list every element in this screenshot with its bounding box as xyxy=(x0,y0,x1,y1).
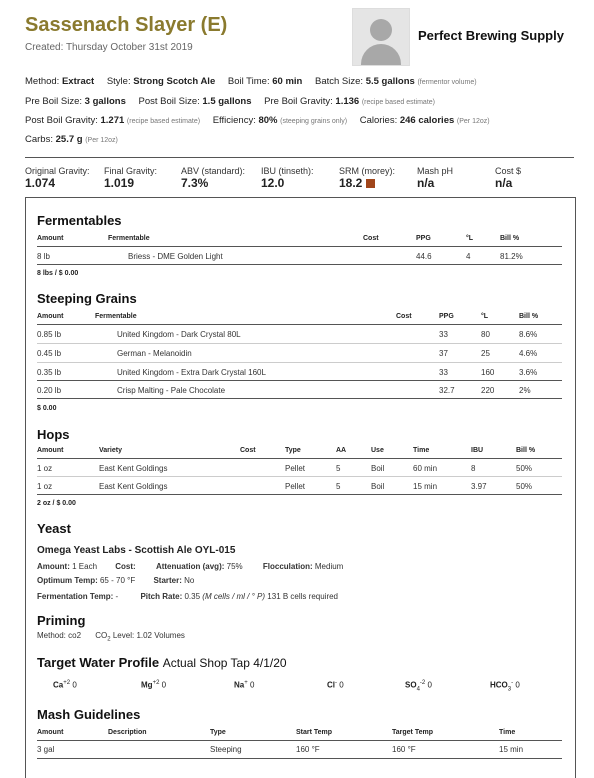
mash-heading: Mash Guidelines xyxy=(37,707,141,722)
row-rule xyxy=(37,380,562,381)
col-header: Fermentable xyxy=(108,235,150,242)
yeast-details-2: Optimum Temp: 65 - 70 °F Starter: No xyxy=(37,576,195,585)
table-cell: 44.6 xyxy=(416,252,432,261)
table-cell: Pellet xyxy=(285,464,306,473)
fermentables-heading: Fermentables xyxy=(37,213,122,228)
table-cell: 8.6% xyxy=(519,330,538,339)
table-cell: Boil xyxy=(371,464,385,473)
ion-bicarbonate: $HCO_3^-$ 0 xyxy=(490,680,520,693)
col-header: IBU xyxy=(471,447,484,454)
ion-chloride: Cl- 0 xyxy=(327,680,344,690)
table-cell: 4.6% xyxy=(519,349,538,358)
table-cell: 33 xyxy=(439,368,448,377)
spec-line-4: Carbs: 25.7 g (Per 12oz) xyxy=(25,134,118,145)
table-cell: 5 xyxy=(336,482,341,491)
table-cell: 2% xyxy=(519,386,531,395)
col-header: Bill % xyxy=(500,235,520,242)
col-header: PPG xyxy=(416,235,431,242)
avatar-head-icon xyxy=(370,19,392,41)
divider xyxy=(25,157,574,158)
table-cell: East Kent Goldings xyxy=(99,464,168,473)
ion-calcium: $Ca^{+2}$ 0 xyxy=(53,680,77,690)
col-header: Type xyxy=(285,447,301,454)
col-header: Use xyxy=(371,447,384,454)
table-cell: Steeping xyxy=(210,745,242,754)
stat-abv: ABV (standard): 7.3% xyxy=(181,166,246,190)
priming-details: Method: co2 $CO_2$ Level: 1.02 Volumes xyxy=(37,631,185,643)
stat-ibu: IBU (tinseth): 12.0 xyxy=(261,166,314,190)
row-rule xyxy=(37,758,562,759)
table-cell: 60 min xyxy=(413,464,438,473)
col-header: PPG xyxy=(439,313,454,320)
table-cell: East Kent Goldings xyxy=(99,482,168,491)
table-cell: 3 gal xyxy=(37,745,55,754)
table-cell: 160 xyxy=(481,368,495,377)
hops-total: 2 oz / $ 0.00 xyxy=(37,500,76,507)
table-cell: 220 xyxy=(481,386,495,395)
col-header: Type xyxy=(210,729,226,736)
col-header: Amount xyxy=(37,729,64,736)
stat-srm: SRM (morey): 18.2 xyxy=(339,166,395,190)
header-rule xyxy=(37,740,562,741)
col-header: Cost xyxy=(363,235,379,242)
table-cell: 32.7 xyxy=(439,386,455,395)
footer-rule xyxy=(37,494,562,495)
table-cell: 1 oz xyxy=(37,482,53,491)
yeast-heading: Yeast xyxy=(37,521,71,536)
table-cell: 5 xyxy=(336,464,341,473)
table-cell: 80 xyxy=(481,330,490,339)
row-rule xyxy=(37,362,562,363)
yeast-details-3: Fermentation Temp: - Pitch Rate: 0.35 (M cells / ml / ° P) 131 B cells required xyxy=(37,592,339,601)
stat-cost: Cost $ n/a xyxy=(495,166,522,190)
table-cell: Pellet xyxy=(285,482,306,491)
spec-line-2: Pre Boil Size: 3 gallons Post Boil Size: 1.5 gallons Pre Boil Gravity: 1.136 (recipe based estimate) xyxy=(25,96,435,107)
col-header: Amount xyxy=(37,313,64,320)
row-rule xyxy=(37,343,562,344)
srm-color-swatch xyxy=(366,179,375,188)
table-cell: 8 xyxy=(471,464,476,473)
table-cell: 50% xyxy=(516,464,533,473)
table-cell: Briess - DME Golden Light xyxy=(128,252,223,261)
col-header: Time xyxy=(413,447,430,454)
brand-name: Perfect Brewing Supply xyxy=(418,28,564,43)
hops-heading: Hops xyxy=(37,427,70,442)
col-header: °L xyxy=(466,235,474,242)
table-cell: German - Melanoidin xyxy=(117,349,192,358)
header-rule xyxy=(37,246,562,247)
col-header: °L xyxy=(481,313,489,320)
priming-heading: Priming xyxy=(37,613,86,628)
table-cell: 0.35 lb xyxy=(37,368,62,377)
table-cell: 3.6% xyxy=(519,368,538,377)
table-cell: Crisp Malting - Pale Chocolate xyxy=(117,386,226,395)
water-heading: Target Water Profile Actual Shop Tap 4/1/20 xyxy=(37,655,287,670)
col-header: Fermentable xyxy=(95,313,137,320)
col-header: Cost xyxy=(240,447,256,454)
table-cell: United Kingdom - Dark Crystal 80L xyxy=(117,330,241,339)
steeping-heading: Steeping Grains xyxy=(37,291,137,306)
created-date: Created: Thursday October 31st 2019 xyxy=(25,42,193,53)
table-cell: 0.45 lb xyxy=(37,349,62,358)
table-cell: 3.97 xyxy=(471,482,487,491)
ion-sodium: Na+ 0 xyxy=(234,680,255,690)
stat-og: Original Gravity: 1.074 xyxy=(25,166,90,190)
table-cell: 4 xyxy=(466,252,471,261)
col-header: Amount xyxy=(37,235,64,242)
table-cell: 8 lb xyxy=(37,252,50,261)
yeast-details-1: Amount: 1 Each Cost: Attenuation (avg): 75% Flocculation: Medium xyxy=(37,562,344,571)
header-rule xyxy=(37,324,562,325)
col-header: Description xyxy=(108,729,147,736)
spec-line-1: Method: Extract Style: Strong Scotch Ale Boil Time: 60 min Batch Size: 5.5 gallons (fermentor volume) xyxy=(25,76,477,87)
footer-rule xyxy=(37,264,562,265)
table-cell: 33 xyxy=(439,330,448,339)
table-cell: 37 xyxy=(439,349,448,358)
col-header: Bill % xyxy=(519,313,539,320)
fermentables-total: 8 lbs / $ 0.00 xyxy=(37,270,79,277)
stat-mash-ph: Mash pH n/a xyxy=(417,166,454,190)
table-cell: 50% xyxy=(516,482,533,491)
table-cell: Boil xyxy=(371,482,385,491)
stat-fg: Final Gravity: 1.019 xyxy=(104,166,158,190)
spec-line-3: Post Boil Gravity: 1.271 (recipe based estimate) Efficiency: 80% (steeping grains only) Calories: 246 calories (Per 12oz) xyxy=(25,115,490,126)
recipe-title: Sassenach Slayer (E) xyxy=(25,14,228,36)
col-header: Bill % xyxy=(516,447,536,454)
table-cell: United Kingdom - Extra Dark Crystal 160L xyxy=(117,368,266,377)
ion-magnesium: $Mg^{+2}$ 0 xyxy=(141,680,167,690)
yeast-name: Omega Yeast Labs - Scottish Ale OYL-015 xyxy=(37,545,236,556)
steeping-total: $ 0.00 xyxy=(37,405,57,412)
avatar-body-icon xyxy=(361,44,401,66)
row-rule xyxy=(37,476,562,477)
header-rule xyxy=(37,458,562,459)
col-header: Target Temp xyxy=(392,729,433,736)
table-cell: 160 °F xyxy=(296,745,320,754)
table-cell: 0.20 lb xyxy=(37,386,62,395)
ion-sulfate: $SO_4^{-2}$ 0 xyxy=(405,680,432,693)
col-header: Amount xyxy=(37,447,64,454)
table-cell: 0.85 lb xyxy=(37,330,62,339)
table-cell: 15 min xyxy=(499,745,524,754)
col-header: AA xyxy=(336,447,347,454)
table-cell: 160 °F xyxy=(392,745,416,754)
col-header: Time xyxy=(499,729,516,736)
col-header: Cost xyxy=(396,313,412,320)
table-cell: 81.2% xyxy=(500,252,523,261)
col-header: Variety xyxy=(99,447,122,454)
table-cell: 1 oz xyxy=(37,464,53,473)
footer-rule xyxy=(37,398,562,399)
table-cell: 25 xyxy=(481,349,490,358)
table-cell: 15 min xyxy=(413,482,438,491)
avatar xyxy=(352,8,410,66)
col-header: Start Temp xyxy=(296,729,333,736)
